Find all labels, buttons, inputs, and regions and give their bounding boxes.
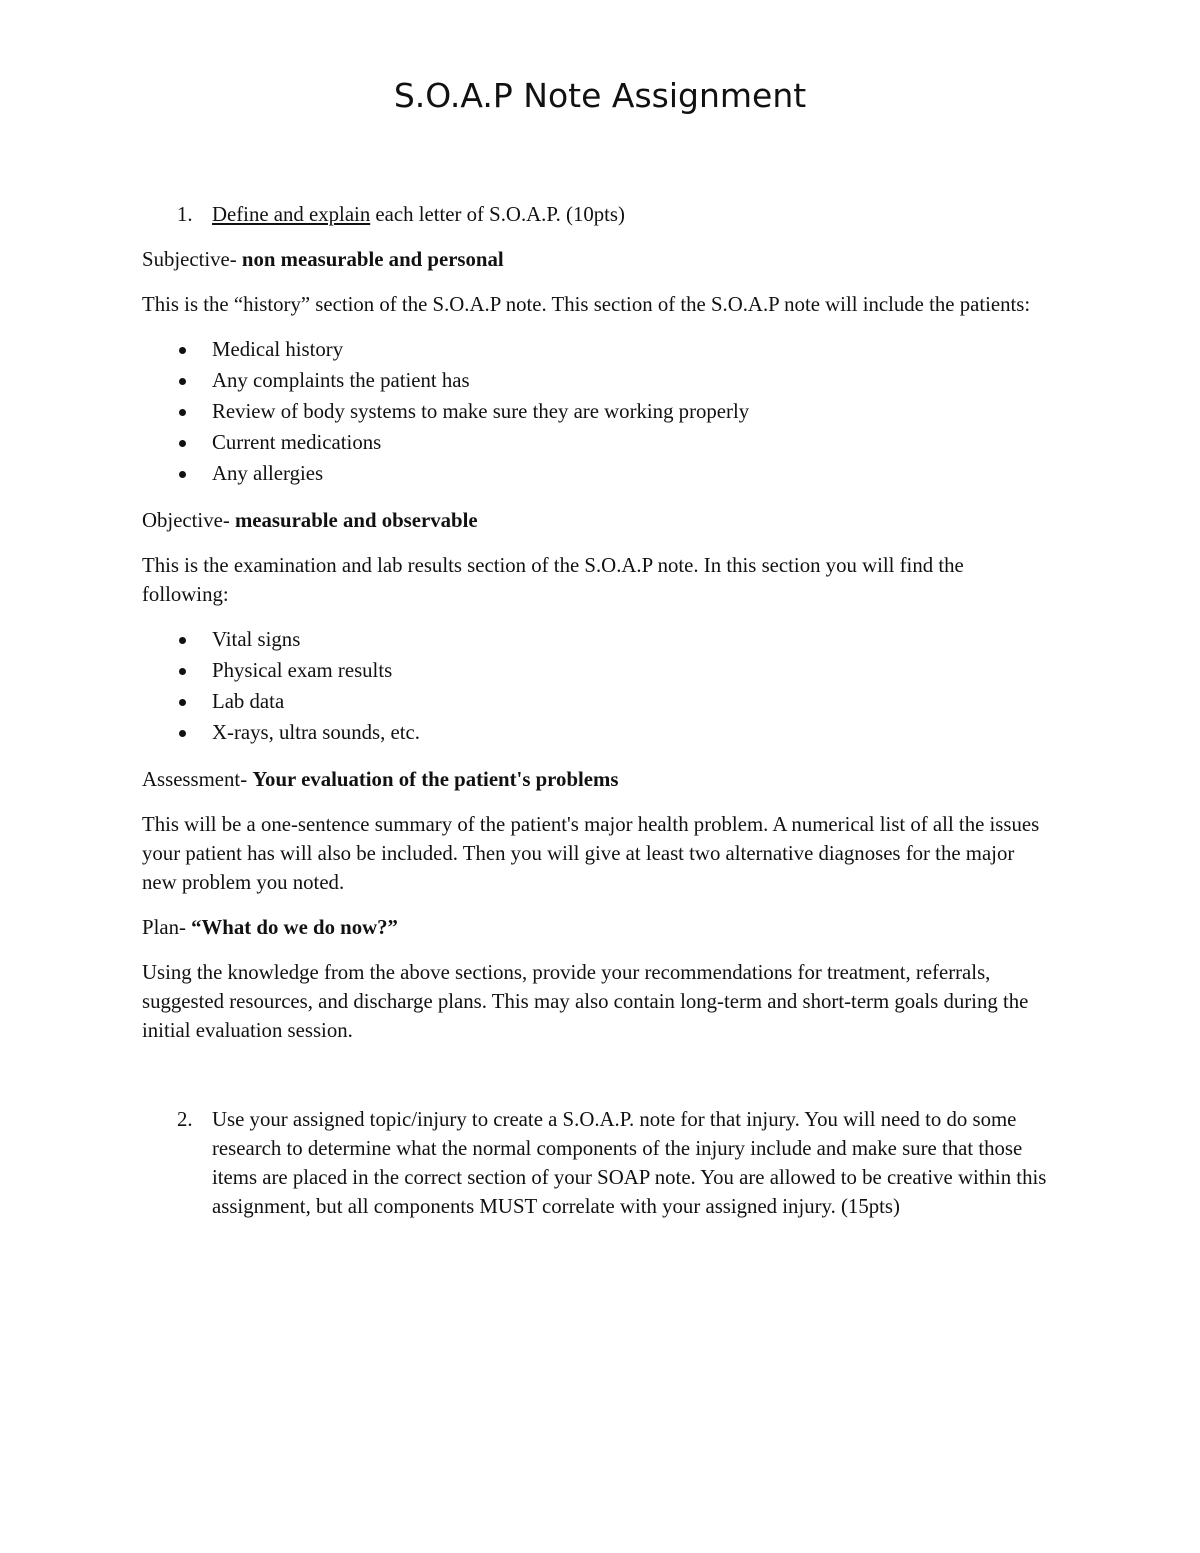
list-item: Review of body systems to make sure they are working properly bbox=[212, 400, 750, 423]
document-body bbox=[142, 200, 1052, 1221]
assessment-description: This will be a one-sentence summary of the patient's major health problem. A numerical list of all the issues your patient has will also be included. Then you will give at least two alternative diagnoses for the major new problem you noted. bbox=[142, 813, 1040, 894]
list-item: Any allergies bbox=[212, 462, 324, 485]
assessment-heading bbox=[142, 765, 1052, 794]
subjective-description: This is the “history” section of the S.O.A.P note. This section of the S.O.A.P note will include the patients: bbox=[142, 293, 1031, 316]
list-item: Current medications bbox=[212, 431, 382, 454]
objective-bold: measurable and observable bbox=[234, 509, 478, 532]
question-number: 1. bbox=[177, 203, 193, 226]
plan-heading bbox=[142, 913, 1052, 942]
subjective-label: Subjective- bbox=[142, 248, 242, 271]
plan-label: Plan- bbox=[142, 916, 192, 939]
subjective-bold: non measurable and personal bbox=[241, 248, 504, 271]
list-item: Physical exam results bbox=[212, 659, 393, 682]
question-1-underlined: Define and explain bbox=[212, 203, 371, 226]
question-1-rest: each letter of S.O.A.P. (10pts) bbox=[370, 203, 625, 226]
question-text: Use your assigned topic/injury to create a S.O.A.P. note for that injury. You will need to do some research to determine what the normal components of the injury include and make sure that those items are placed in the correct section of your SOAP note. You are allowed to be creative within this assignment, but all components MUST correlate with your assigned injury. (15pts) bbox=[212, 1108, 1047, 1218]
assessment-label: Assessment- bbox=[142, 768, 253, 791]
subjective-heading bbox=[142, 245, 1052, 274]
question-text bbox=[212, 200, 1052, 229]
plan-bold: “What do we do now?” bbox=[191, 916, 398, 939]
objective-description: This is the examination and lab results section of the S.O.A.P note. In this section you will find the following: bbox=[142, 554, 964, 606]
objective-label: Objective- bbox=[142, 509, 235, 532]
question-1 bbox=[142, 200, 1052, 229]
list-item: Lab data bbox=[212, 690, 285, 713]
subjective-list bbox=[142, 335, 1052, 490]
question-number: 2. bbox=[177, 1108, 193, 1131]
list-item: Any complaints the patient has bbox=[212, 369, 470, 392]
list-item: Medical history bbox=[212, 338, 344, 361]
list-item: X-rays, ultra sounds, etc. bbox=[212, 721, 420, 744]
objective-heading bbox=[142, 506, 1052, 535]
objective-list bbox=[142, 625, 1052, 749]
plan-description: Using the knowledge from the above sections, provide your recommendations for treatment, referrals, suggested resources, and discharge plans. This may also contain long-term and short-term goals during the initial evaluation session. bbox=[142, 961, 1029, 1042]
list-item: Vital signs bbox=[212, 628, 301, 651]
assessment-bold: Your evaluation of the patient's problems bbox=[252, 768, 619, 791]
question-2 bbox=[142, 1105, 1052, 1221]
document-title: S.O.A.P Note Assignment bbox=[393, 76, 807, 115]
